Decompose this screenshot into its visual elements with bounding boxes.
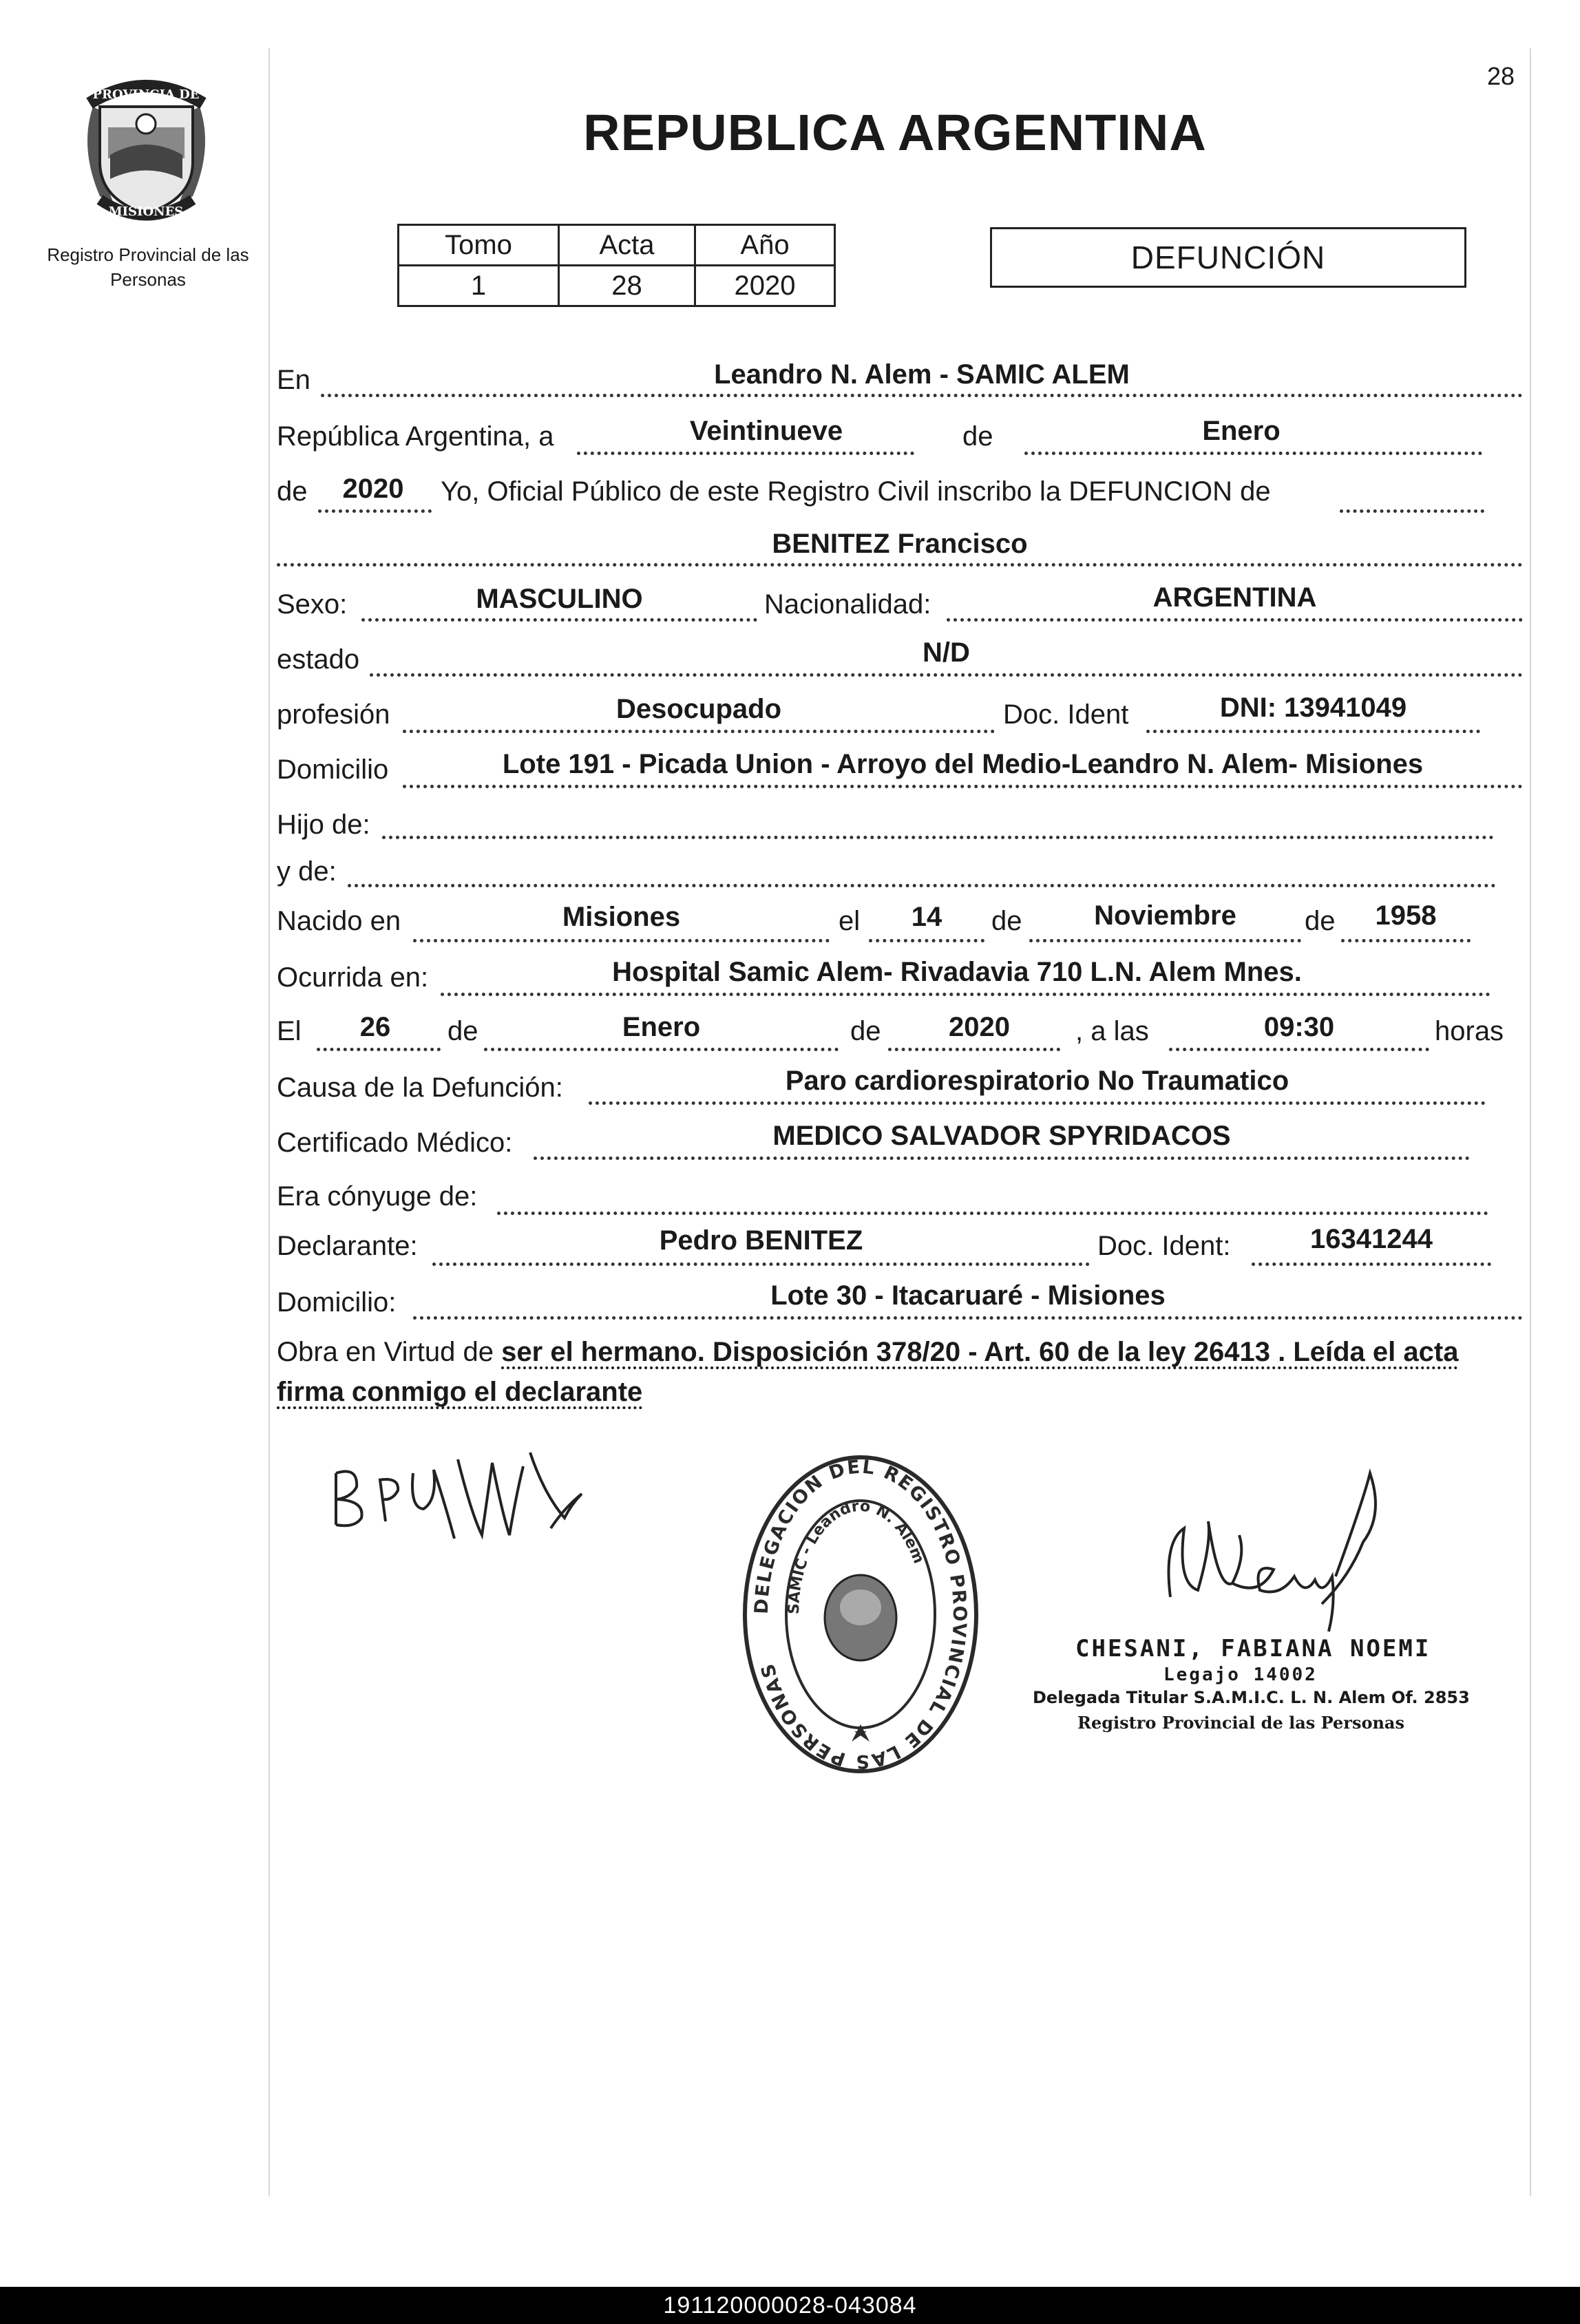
label-doc-ident: Doc. Ident: <box>1097 1231 1231 1261</box>
dotted-line <box>382 836 1494 839</box>
value-lugar: Leandro N. Alem - SAMIC ALEM <box>714 359 1130 390</box>
dotted-line <box>1252 1263 1491 1266</box>
value-nombre: BENITEZ Francisco <box>772 529 1028 559</box>
dotted-line <box>497 1212 1488 1215</box>
official-name: CHESANI, FABIANA NOEMI <box>1075 1635 1431 1662</box>
value-doc-declarante: 16341244 <box>1310 1224 1433 1254</box>
label-obra: Obra en Virtud de <box>277 1337 494 1367</box>
dotted-line <box>432 1263 1090 1266</box>
label-el: El <box>277 1016 302 1046</box>
record-table <box>397 224 836 307</box>
label-profesion: profesión <box>277 699 390 730</box>
value-dia: Veintinueve <box>689 416 843 446</box>
label-de: de <box>447 1016 478 1046</box>
value-causa: Paro cardiorespiratorio No Traumatico <box>785 1066 1289 1096</box>
dotted-line <box>317 1048 441 1051</box>
label-de: de <box>277 476 308 507</box>
dotted-line <box>370 673 1523 677</box>
official-signature <box>1157 1459 1404 1645</box>
value-nac-anio: 1958 <box>1375 900 1437 931</box>
obra-en-virtud <box>277 1332 1523 1412</box>
dotted-line <box>1024 452 1482 455</box>
dotted-line <box>1169 1048 1429 1051</box>
dotted-line <box>589 1101 1486 1105</box>
label-doc-ident: Doc. Ident <box>1003 699 1129 730</box>
value-nacionalidad: ARGENTINA <box>1152 582 1317 613</box>
province-seal-logo <box>72 65 220 224</box>
label-de: de <box>962 421 993 452</box>
value-tomo: 1 <box>399 266 559 306</box>
label-horas: horas <box>1435 1016 1504 1046</box>
value-acta: 28 <box>559 266 695 306</box>
header-acta: Acta <box>559 225 695 266</box>
stamp-outer-text: DELEGACION DEL REGISTRO PROVINCIAL DE LAS PERSONAS <box>750 1456 971 1773</box>
dotted-line <box>869 939 984 942</box>
label-de: de <box>850 1016 881 1046</box>
label-domicilio: Domicilio: <box>277 1287 397 1318</box>
seal-text-top: PROVINCIA DE <box>92 87 200 102</box>
label-hijo-de: Hijo de: <box>277 810 370 840</box>
dotted-line <box>1340 509 1484 513</box>
label-sexo: Sexo: <box>277 589 348 620</box>
label-conyuge: Era cónyuge de: <box>277 1181 478 1212</box>
dotted-line <box>348 884 1496 887</box>
dotted-line <box>1029 939 1301 942</box>
label-certificado: Certificado Médico: <box>277 1128 513 1158</box>
dotted-line <box>413 1316 1523 1320</box>
value-def-anio: 2020 <box>949 1012 1010 1042</box>
official-position: Delegada Titular S.A.M.I.C. L. N. Alem Of. 2853 <box>1033 1688 1470 1707</box>
dotted-line <box>441 993 1491 996</box>
stamp-inner-text: SAMIC - Leandro N. Alem <box>785 1497 927 1615</box>
header-anio: Año <box>695 225 835 266</box>
dotted-line <box>1341 939 1471 942</box>
dotted-line <box>318 509 432 513</box>
value-sexo: MASCULINO <box>476 584 643 614</box>
right-margin-line <box>1530 48 1531 2196</box>
seal-text-bottom: MISIONES <box>108 204 184 219</box>
value-profesion: Desocupado <box>615 694 782 724</box>
value-nac-mes: Noviembre <box>1094 900 1236 931</box>
value-domicilio-declarante: Lote 30 - Itacaruaré - Misiones <box>770 1280 1166 1311</box>
left-margin-line <box>268 48 270 2196</box>
value-mes: Enero <box>1202 416 1281 446</box>
value-def-hora: 09:30 <box>1263 1012 1335 1042</box>
dotted-line <box>947 618 1523 622</box>
dotted-line <box>1146 730 1480 733</box>
label-nacionalidad: Nacionalidad: <box>764 589 931 620</box>
value-def-dia: 26 <box>359 1012 391 1042</box>
value-anio-registro: 2020 <box>342 474 404 504</box>
label-causa: Causa de la Defunción: <box>277 1073 563 1103</box>
document-type-box: DEFUNCIÓN <box>990 227 1466 288</box>
page-title: REPUBLICA ARGENTINA <box>583 104 1207 161</box>
dotted-line <box>413 939 830 942</box>
label-republica: República Argentina, a <box>277 421 554 452</box>
value-estado: N/D <box>923 637 970 668</box>
value-certificado: MEDICO SALVADOR SPYRIDACOS <box>772 1121 1231 1151</box>
footer-code: 191120000028-043084 <box>0 2287 1580 2324</box>
label-a-las: , a las <box>1075 1016 1149 1046</box>
value-nacido-en: Misiones <box>562 902 681 932</box>
intro-text: Yo, Oficial Público de este Registro Civil inscribo la DEFUNCION de <box>441 476 1271 507</box>
label-y-de: y de: <box>277 856 337 887</box>
value-ocurrida-en: Hospital Samic Alem- Rivadavia 710 L.N. Alem Mnes. <box>612 957 1302 987</box>
label-declarante: Declarante: <box>277 1231 418 1261</box>
value-anio: 2020 <box>695 266 835 306</box>
dotted-line <box>403 730 995 733</box>
value-domicilio: Lote 191 - Picada Union - Arroyo del Medio-Leandro N. Alem- Misiones <box>502 749 1424 779</box>
label-el: el <box>839 906 861 936</box>
registry-name: Registro Provincial de las Personas <box>47 244 249 290</box>
page-number: 28 <box>1487 62 1515 90</box>
dotted-line <box>484 1048 839 1051</box>
header-tomo: Tomo <box>399 225 559 266</box>
value-doc-ident: DNI: 13941049 <box>1219 693 1407 723</box>
dotted-line <box>888 1048 1060 1051</box>
dotted-line <box>403 785 1523 788</box>
dotted-line <box>277 563 1523 567</box>
registry-stamp <box>733 1449 988 1779</box>
dotted-line <box>361 618 757 622</box>
dotted-line <box>577 452 914 455</box>
label-ocurrida-en: Ocurrida en: <box>277 962 429 993</box>
declarant-signature <box>324 1432 599 1570</box>
label-estado: estado <box>277 644 360 675</box>
label-en: En <box>277 365 310 395</box>
label-de: de <box>991 906 1022 936</box>
official-registry: Registro Provincial de las Personas <box>1077 1713 1404 1733</box>
dotted-line <box>321 394 1523 397</box>
dotted-line <box>534 1156 1470 1160</box>
value-nac-dia: 14 <box>911 902 942 932</box>
label-domicilio: Domicilio <box>277 754 389 785</box>
value-def-mes: Enero <box>622 1012 701 1042</box>
label-de: de <box>1305 906 1336 936</box>
value-declarante: Pedro BENITEZ <box>659 1225 863 1256</box>
label-nacido-en: Nacido en <box>277 906 401 936</box>
official-legajo: Legajo 14002 <box>1163 1665 1318 1685</box>
value-obra: ser el hermano. Disposición 378/20 - Art. 60 de la ley 26413 . Leída el acta firma conmigo el declarante <box>277 1337 1459 1407</box>
